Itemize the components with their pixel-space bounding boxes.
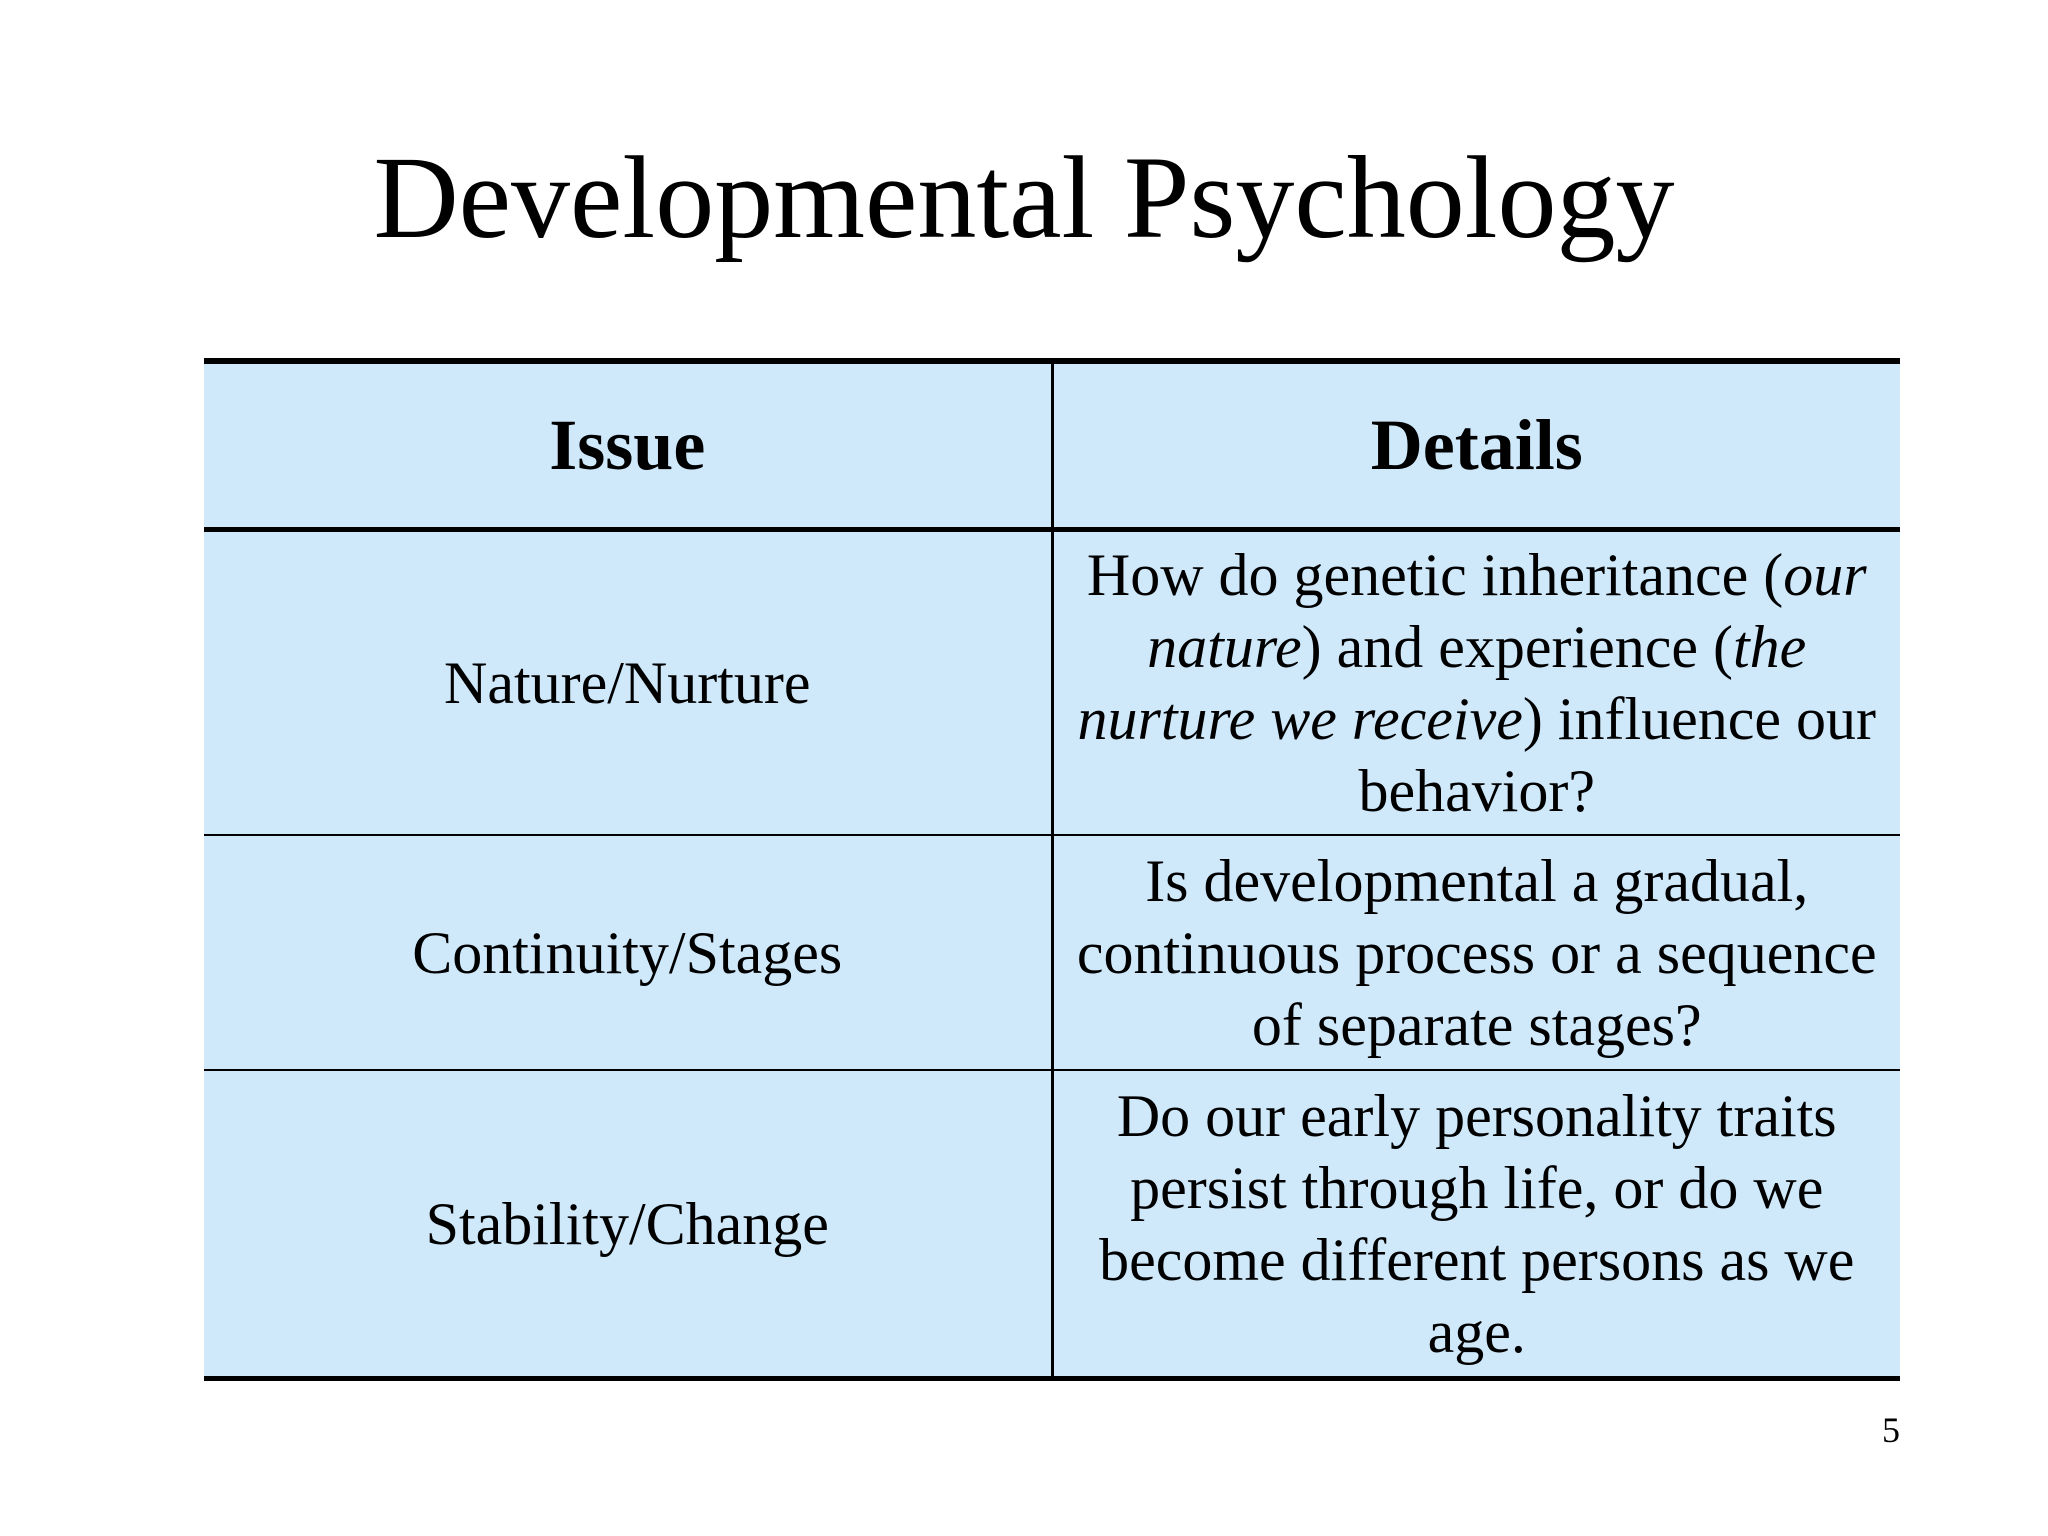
- details-text: How do genetic inheritance (: [1086, 542, 1784, 608]
- issue-cell: Nature/Nurture: [204, 530, 1052, 836]
- details-cell: [1052, 530, 1900, 836]
- details-text: ) influence our behavior?: [1358, 686, 1877, 824]
- issue-cell: Stability/Change: [204, 1070, 1052, 1379]
- table-row: [204, 835, 1900, 1070]
- details-cell: Do our early personality traits persist through life, or do we become different persons as we age.: [1052, 1070, 1900, 1379]
- slide-title: Developmental Psychology: [373, 132, 1675, 263]
- details-text: ) and experience (: [1301, 614, 1734, 680]
- issue-cell: Continuity/Stages: [204, 835, 1052, 1070]
- details-italic-text: our nature: [1147, 542, 1867, 680]
- table-header-row: [204, 361, 1900, 530]
- details-italic-text: the nurture we receive: [1077, 614, 1807, 752]
- column-header-issue: Issue: [204, 361, 1052, 530]
- table-row: [204, 530, 1900, 836]
- details-cell: Is developmental a gradual, continuous process or a sequence of separate stages?: [1052, 835, 1900, 1070]
- table-row: [204, 1070, 1900, 1379]
- issues-table-container: [204, 358, 1900, 1381]
- page-number: 5: [1882, 1410, 1900, 1450]
- issues-table: [204, 358, 1900, 1381]
- column-header-details: Details: [1052, 361, 1900, 530]
